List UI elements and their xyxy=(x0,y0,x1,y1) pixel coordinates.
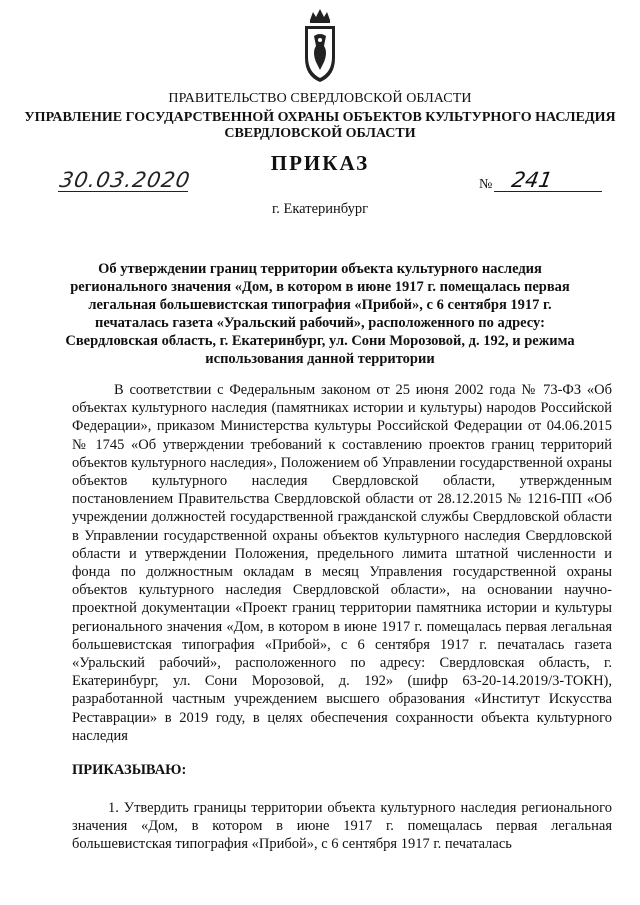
government-name: ПРАВИТЕЛЬСТВО СВЕРДЛОВСКОЙ ОБЛАСТИ xyxy=(168,91,472,106)
department-name xyxy=(0,110,640,142)
order-heading: ПРИКАЗЫВАЮ: xyxy=(72,762,187,778)
coat-of-arms-icon xyxy=(302,6,338,84)
department-line-2: СВЕРДЛОВСКОЙ ОБЛАСТИ xyxy=(224,126,416,141)
city-name: г. Екатеринбург xyxy=(271,201,369,217)
order-item-1: 1. Утвердить границы территории объекта культурного наследия регионального значения «Дом, в котором в июне 1917 г. помещалась первая легальная большевистская типография «Прибой», с 6 сентября 1917 г. печаталась xyxy=(72,800,612,853)
document-title: Об утверждении границ территории объекта культурного наследия регионального значения «Дом, в котором в июне 1917 г. помещалась первая легальная большевистская типография «Прибой», с 6 сентября 1917 г. печаталась газета «Уральский рабочий», расположенного по адресу: Свердловская область, г. Екатеринбург, ул. Сони Морозовой, д. 192, и режима использования данной территории xyxy=(65,261,575,367)
date-underline xyxy=(58,191,188,192)
document-type: ПРИКАЗ xyxy=(270,151,370,175)
department-line-1: УПРАВЛЕНИЕ ГОСУДАРСТВЕННОЙ ОХРАНЫ ОБЪЕКТОВ КУЛЬТУРНОГО НАСЛЕДИЯ xyxy=(24,110,616,125)
number-underline xyxy=(494,191,602,192)
document-date: 30.03.2020 xyxy=(57,168,193,192)
preamble-paragraph: В соответствии с Федеральным законом от 25 июня 2002 года № 73-ФЗ «Об объектах культурного наследия (памятниках истории и культуры) народов Российской Федерации», приказом Министерства культуры Российской Федерации от 04.06.2015 № 1745 «Об утверждении требований к составлению проектов границ территорий объектов культурного наследия», Положением об Управлении государственной охраны объектов культурного наследия Свердловской области, утвержденным постановлением Правительства Свердловской области от 28.12.2015 № 1216-ПП «Об учреждении должностей государственной гражданской службы Свердловской области в Управлении государственной охраны объектов культурного наследия Свердловской области и утверждении Положения, предельного лимита штатной численности и фонда по должностным окладам в месяц Управления государственной охраны объектов культурного наследия Свердловской области», на основании научно-проектной документации «Проект границ территории памятника истории и культуры регионального значения «Дом, в котором в июне 1917 г. помещалась первая легальная большевистская типография «Прибой», с 6 сентября 1917 г. печаталась газета «Уральский рабочий», расположенного по адресу: Свердловская область, г. Екатеринбург, ул. Сони Морозовой, д. 192» (шифр 63-20-14.2019/3-ТОКН), разработанной частным учреждением высшего образования «Институт Искусства Реставрации» в 2019 году, в целях обеспечения сохранности объекта культурного наследия xyxy=(72,382,612,744)
number-label: № xyxy=(479,177,493,192)
document-number: 241 xyxy=(509,168,555,192)
